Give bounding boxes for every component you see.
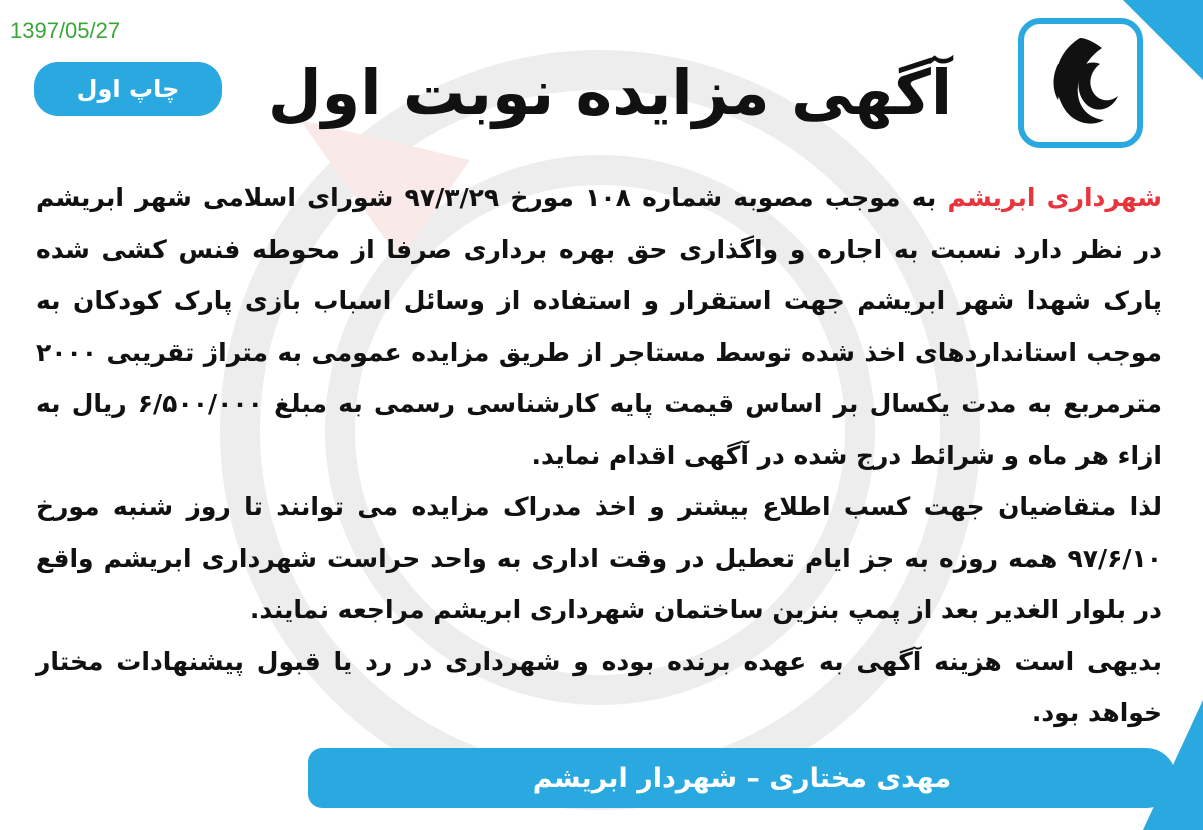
page-title: آگهی مزایده نوبت اول [267, 56, 953, 129]
paragraph-1 [36, 172, 1162, 481]
signature-text: مهدی مختاری – شهردار ابریشم [532, 762, 952, 794]
paragraph-3: بدیهی است هزینه آگهی به عهده برنده بوده و شهرداری در رد یا قبول پیشنهادات مختار خواهد بود. [36, 646, 1162, 727]
date-stamp: 1397/05/27 [10, 18, 121, 43]
paragraph-2: لذا متقاضیان جهت کسب اطلاع بیشتر و اخذ مدراک مزایده می توانند تا روز شنبه مورخ ۹۷/۶/۱۰ همه روزه به جز ایام تعطیل در وقت اداری به واحد حراست شهرداری ابریشم واقع در بلوار الغدیر بعد از پمپ بنزین ساختمان شهرداری ابریشم مراجعه نمایند. [36, 492, 1162, 624]
signature-bar [308, 748, 1176, 808]
org-name: شهرداری ابریشم [947, 183, 1162, 212]
edition-badge: چاپ اول [34, 62, 222, 116]
announcement-body [36, 172, 1162, 739]
municipality-logo-icon [1024, 24, 1137, 142]
paragraph-1-text: به موجب مصوبه شماره ۱۰۸ مورخ ۹۷/۳/۲۹ شورای اسلامی شهر ابریشم در نظر دارد نسبت به اجاره و واگذاری حق بهره برداری صرفا از محوطه فنس کشی شده پارک شهدا شهر ابریشم جهت استقرار و استفاده از وسائل اسباب بازی پارک کودکان به موجب استانداردهای اخذ شده توسط مستاجر از طریق مزایده عمومی به متراژ تقریبی ۲۰۰۰ مترمربع به مدت یکسال بر اساس قیمت پایه کارشناسی رسمی به مبلغ ۶/۵۰۰/۰۰۰ ریال به ازاء هر ماه و شرائط درج شده در آگهی اقدام نماید. [36, 183, 1162, 470]
municipality-logo [1018, 18, 1143, 148]
